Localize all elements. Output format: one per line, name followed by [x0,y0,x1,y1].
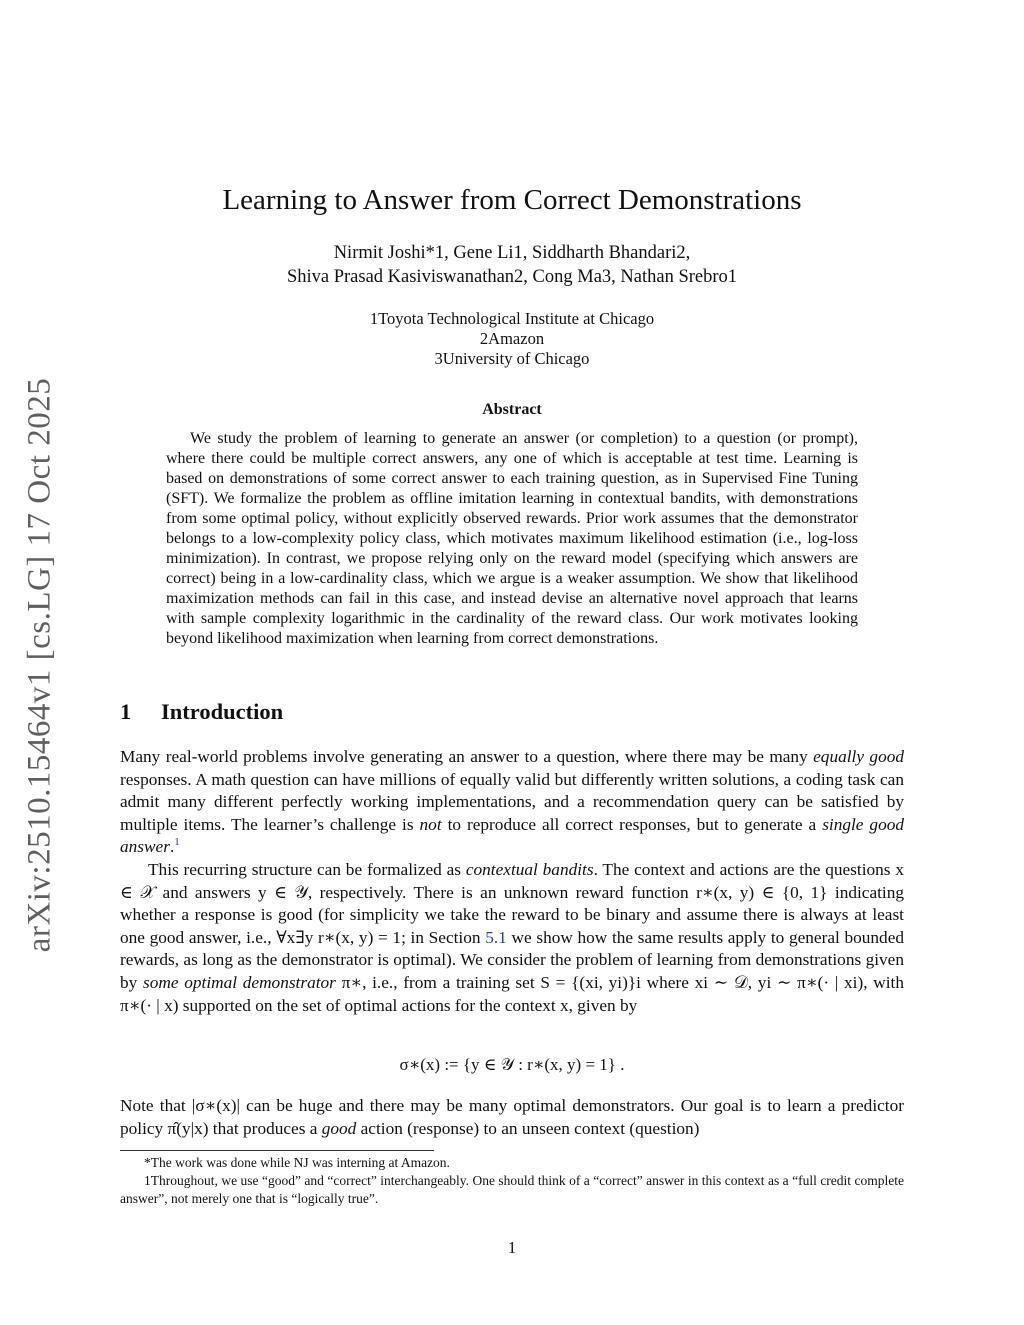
section-number: 1 [120,699,132,724]
arxiv-sidebar [10,370,70,960]
footnote-1: 1Throughout, we use “good” and “correct” interchangeably. One should think of a “correct” answer in this context as a “full credit complete answer”, not merely one that is “logically true”. [120,1173,904,1206]
section-heading [120,699,283,725]
affiliation-1: 1Toyota Technological Institute at Chicago [369,309,655,328]
abstract-text: We study the problem of learning to generate an answer (or completion) to a question (or prompt), where there could be multiple correct answers, any one of which is acceptable at test time. Learning is based on demonstrations of some correct answer to each training question, as in Supervised Fine Tuning (SFT). We formalize the problem as offline imitation learning in contextual bandits, with demonstrations from some optimal policy, without explicitly observed rewards. Prior work assumes that the demonstrator belongs to a low-complexity policy class, which motivates maximum likelihood estimation (i.e., log-loss minimization). In contrast, we propose relying only on the reward model (specifying which answers are correct) being in a low-cardinality class, which we argue is a weaker assumption. We show that likelihood maximization methods can fail in this case, and instead devise an alternative novel approach that learns with sample complexity logarithmic in the cardinality of the reward class. Our work motivates looking beyond likelihood maximization when learning from correct demonstrations. [166,430,858,647]
arxiv-identifier: arXiv:2510.15464v1 [cs.LG] 17 Oct 2025 [21,377,58,953]
authors-line-1: Nirmit Joshi*1, Gene Li1, Siddharth Bhandari2, [333,243,691,263]
affiliation-3: 3University of Chicago [434,349,590,368]
display-equation: σ∗(x) := {y ∈ 𝒴 : r∗(x, y) = 1} . [399,1055,625,1074]
page-number: 1 [507,1238,517,1257]
intro-paragraph-2: This recurring structure can be formalized as contextual bandits. The context and actions are the questions x ∈ 𝒳 and answers y ∈ 𝒴, respectively. There is an unknown reward function r∗(x, y) ∈ {0, 1} indicating whether a response is good (for simplicity we take the reward to be binary and assume there is always at least one good answer, i.e., ∀x∃y r∗(x, y) = 1; in Section 5.1 we show how the same results apply to general bounded rewards, as long as the demonstrator is optimal). We consider the problem of learning from demonstrations given by some optimal demonstrator π∗, i.e., from a training set S = {(xi, yi)}i where xi ∼ 𝒟, yi ∼ π∗(· | xi), with π∗(· | x) supported on the set of optimal actions for the context x, given by [120,860,905,1015]
intro-paragraph-1: Many real-world problems involve generating an answer to a question, where there may be many equally good responses. A math question can have millions of equally valid but differently written solutions, a coding task can admit many different perfectly working implementations, and a recommendation query can be satisfied by multiple items. The learner’s challenge is not to reproduce all correct responses, but to generate a single good answer.$^1$ [120,747,904,857]
abstract-heading: Abstract [482,401,542,418]
paper-title: Learning to Answer from Correct Demonstrations [222,184,802,216]
footnote-star: *The work was done while NJ was interning at Amazon. [144,1155,450,1170]
section-title: Introduction [161,699,284,724]
footnote-ref-1[interactable]: 1 [174,836,180,849]
affiliation-2: 2Amazon [479,329,545,348]
section-ref-link[interactable]: 5.1 [485,927,507,947]
authors-line-2: Shiva Prasad Kasiviswanathan2, Cong Ma3, Nathan Srebro1 [286,267,738,287]
footnote-rule [120,1150,434,1151]
intro-paragraph-3: Note that |σ∗(x)| can be huge and there may be many optimal demonstrators. Our goal is to learn a predictor policy π̂(y|x) that produces a good action (response) to an unseen context (question) [120,1096,904,1138]
